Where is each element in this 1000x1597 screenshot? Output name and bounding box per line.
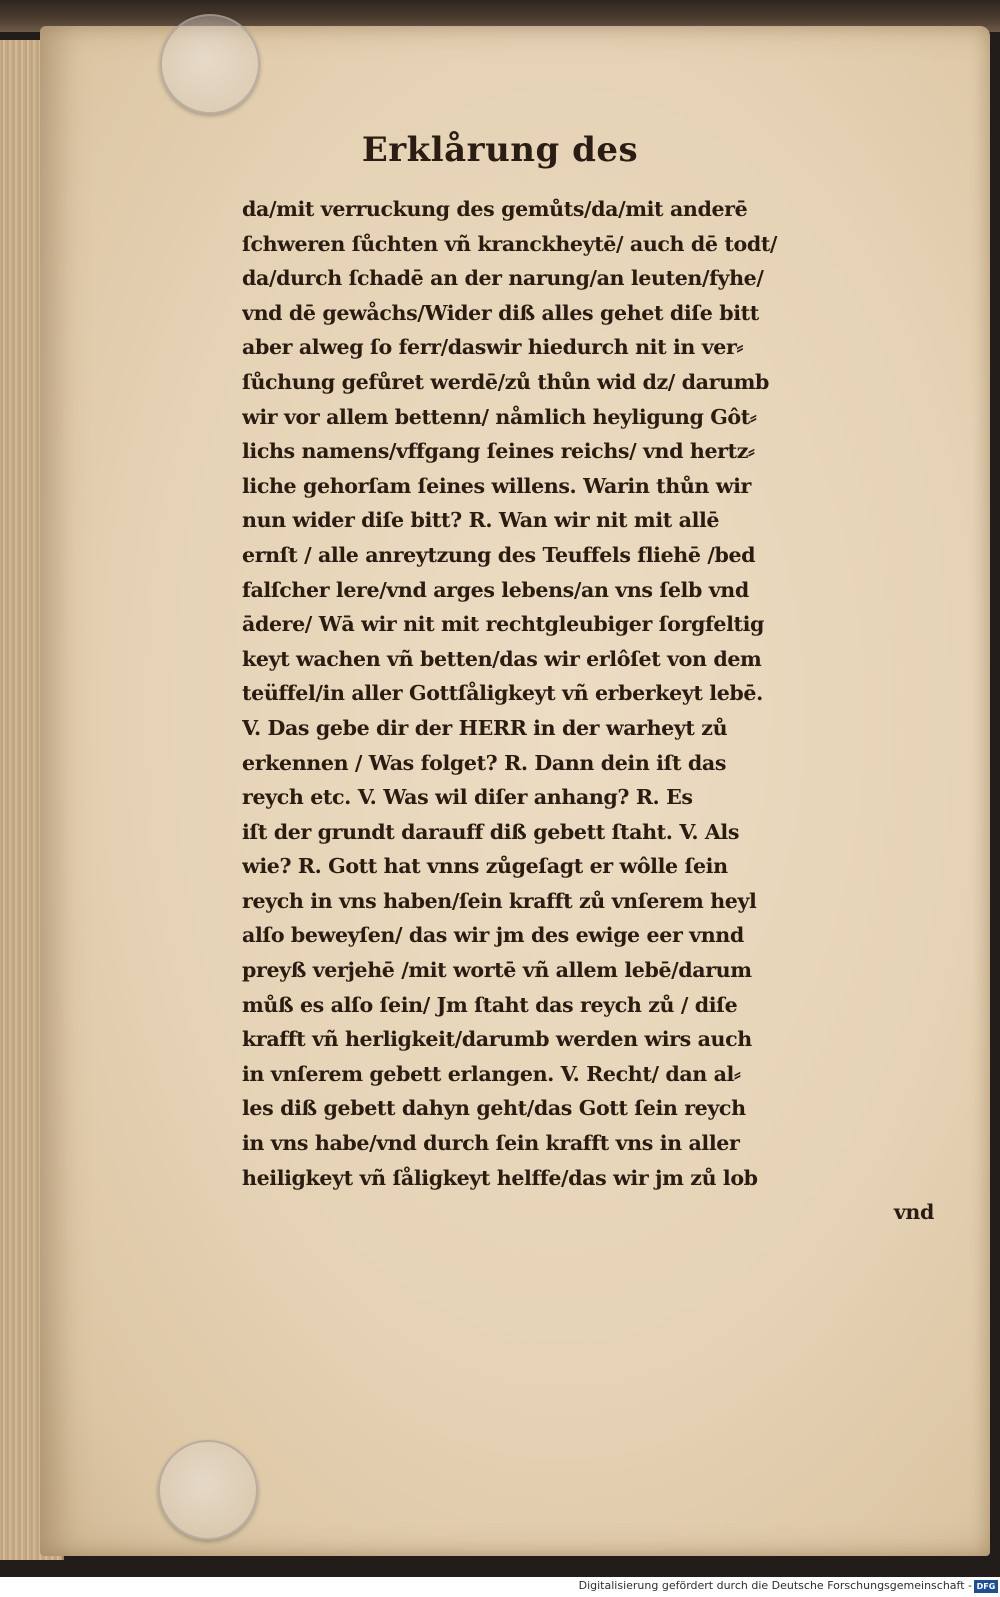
footer-bar: [0, 1577, 1000, 1597]
page-title: Erklårung des: [361, 130, 639, 170]
text-line: iſt der grundt darauff diß gebett ſtaht. V. Als: [242, 819, 740, 844]
funding-credit: Digitalisierung gefördert durch die Deutsche Forschungsgemeinschaft -: [578, 1579, 972, 1592]
text-line: wie? R. Gott hat vnns zůgeſagt er wôlle ſein: [242, 854, 728, 879]
text-line: ādere/ Wā wir nit mit rechtgleubiger ſorgfeltig: [242, 612, 765, 637]
text-line: teüffel/in aller Gottſåligkeyt vñ erberkeyt lebē.: [242, 681, 763, 706]
text-line: da/durch ſchadē an der narung/an leuten/fyhe/: [242, 266, 764, 291]
text-line: alſo beweyſen/ das wir jm des ewige eer vnnd: [242, 923, 744, 948]
text-line: aber alweg ſo ferr/daswir hiedurch nit in ver⸗: [242, 335, 743, 360]
text-line: V. Das gebe dir der HERR in der warheyt zů: [242, 715, 728, 740]
text-line: ernſt / alle anreytzung des Teuffels fliehē /bed: [242, 542, 756, 567]
text-line: heiligkeyt vñ ſåligkeyt helffe/das wir jm zů lob: [242, 1165, 758, 1190]
text-line: falſcher lere/vnd arges lebens/an vns ſelb vnd: [242, 577, 749, 602]
text-line: wir vor allem bettenn/ nåmlich heyligung Gôt⸗: [242, 404, 757, 429]
text-line: in vns habe/vnd durch ſein krafft vns in aller: [242, 1131, 740, 1156]
text-line: ſchweren ſůchten vñ kranckheytē/ auch dē todt/: [242, 231, 778, 256]
text-line: erkennen / Was folget? R. Dann dein iſt das: [242, 750, 727, 775]
text-line: reych in vns haben/ſein krafft zů vnſerem heyl: [242, 888, 757, 913]
text-line: in vnſerem gebett erlangen. V. Recht/ dan al⸗: [242, 1061, 741, 1086]
text-line: liche gehorſam ſeines willens. Warin thůn wir: [242, 473, 751, 498]
text-line: lichs namens/vffgang ſeines reichs/ vnd hertz⸗: [242, 439, 755, 464]
dfg-logo-icon: DFG: [974, 1580, 998, 1593]
text-line: ſůchung gefůret werdē/zů thůn wid dz/ darumb: [242, 369, 770, 394]
text-line: nun wider diſe bitt? R. Wan wir nit mit allē: [242, 508, 720, 533]
text-line: da/mit verruckung des gemůts/da/mit anderē: [242, 197, 748, 221]
text-line: můß es alſo ſein/ Jm ſtaht das reych zů / diſe: [242, 992, 738, 1017]
text-block: [242, 192, 934, 1230]
text-line: reych etc. V. Was wil diſer anhang? R. Es: [242, 785, 693, 810]
text-line: les diß gebett dahyn geht/das Gott ſein reych: [242, 1096, 746, 1121]
catchword: vnd: [893, 1200, 934, 1225]
page-clip-top: [160, 14, 260, 114]
page-clip-bottom: [158, 1440, 258, 1540]
text-line: vnd dē gewåchs/Wider diß alles gehet diſe bitt: [242, 300, 759, 325]
text-line: preyß verjehē /mit wortē vñ allem lebē/darum: [242, 958, 752, 983]
text-line: keyt wachen vñ betten/das wir erlôſet von dem: [242, 646, 762, 671]
text-line: krafft vñ herligkeit/darumb werden wirs auch: [242, 1027, 752, 1052]
